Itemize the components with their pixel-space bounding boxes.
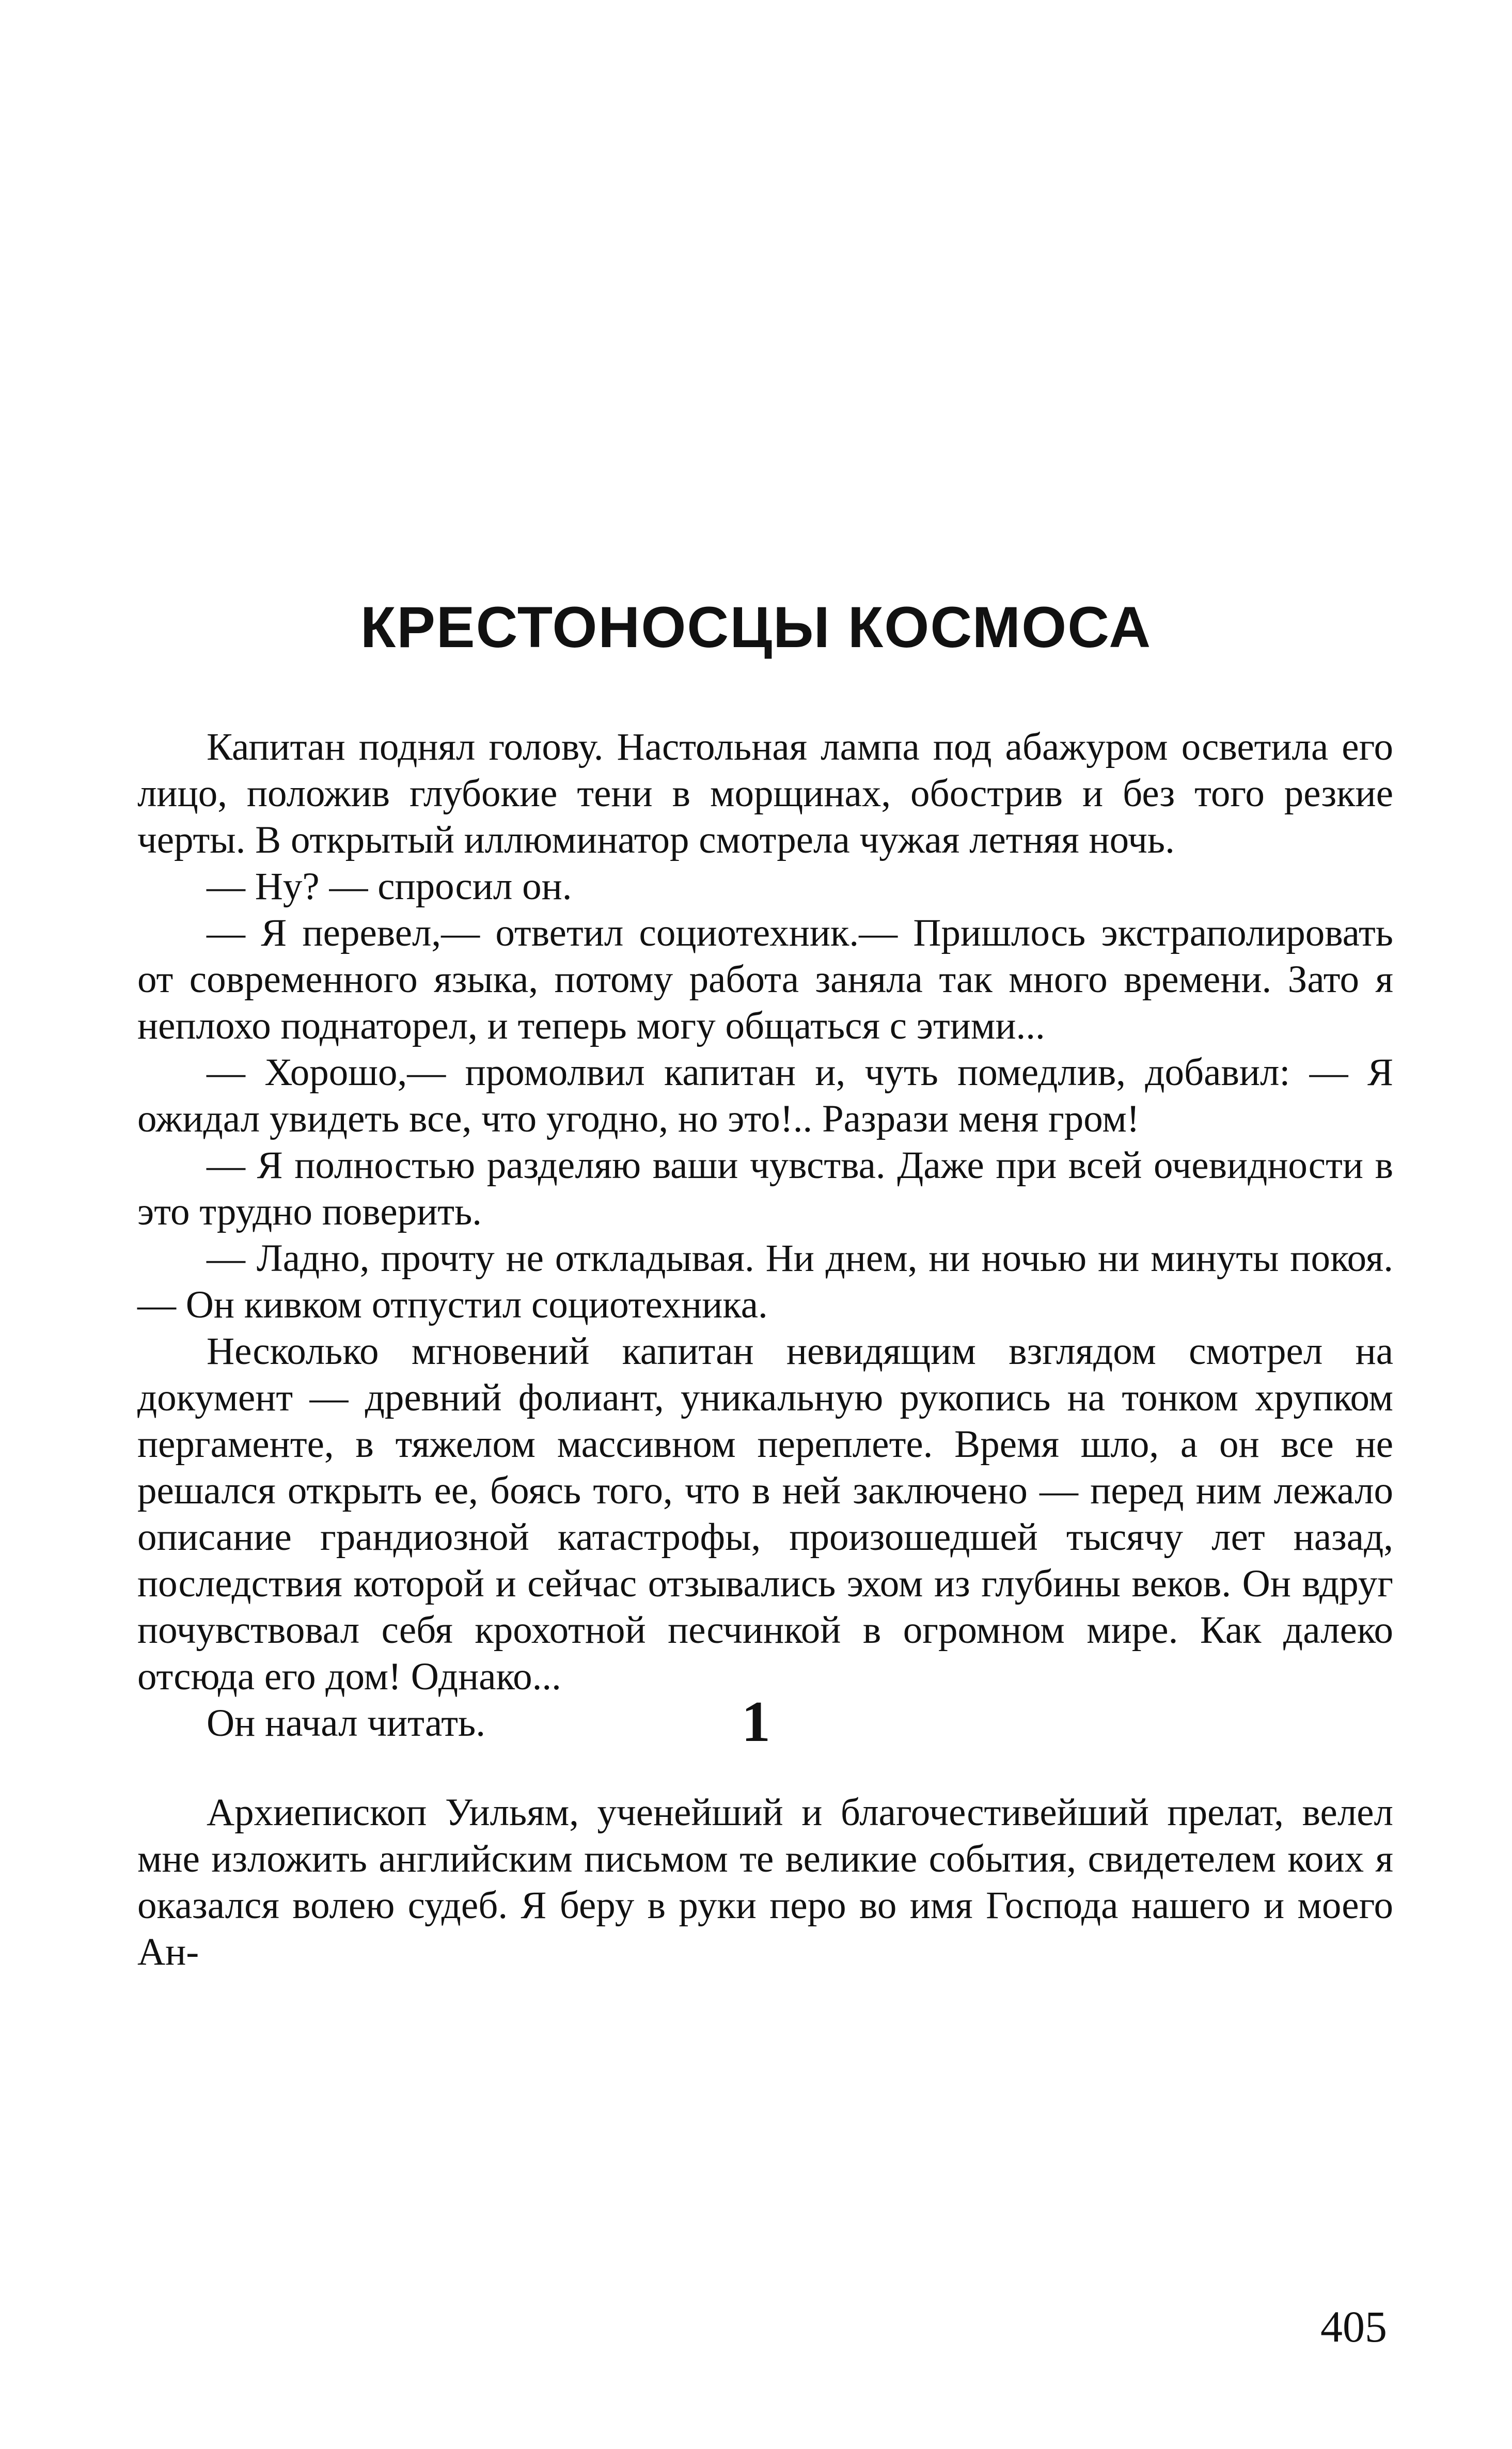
paragraph: — Ладно, прочту не откладывая. Ни днем, ни ночью ни минуты покоя.— Он кивком отпустил социотехника. [137,1237,1393,1326]
paragraph: — Я полностью разделяю ваши чувства. Даже при всей очевидности в это трудно поверить. [137,1144,1393,1233]
paragraph: Капитан поднял голову. Настольная лампа под абажуром осветила его лицо, положив глубокие тени в морщинах, обострив и без того резкие черты. В открытый иллюминатор смотрела чужая летняя ночь. [137,726,1393,861]
prologue-text [137,724,1393,1747]
section-text [137,1789,1393,1975]
paragraph: Несколько мгновений капитан невидящим взглядом смотрел на документ — древний фолиант, уникальную рукопись на тонком хрупком пергаменте, в тяжелом массивном переплете. Время шло, а он все не решался открыть ее, боясь того, что в ней заключено — перед ним лежало описание грандиозной катастрофы, произошедшей тысячу лет назад, последствия которой и сейчас отзывались эхом из глубины веков. Он вдруг почувствовал себя крохотной песчинкой в огромном мире. Как далеко отсюда его дом! Однако... [137,1330,1393,1698]
chapter-title: КРЕСТОНОСЦЫ КОСМОСА [360,595,1152,660]
paragraph: Архиепископ Уильям, ученейший и благочестивейший прелат, велел мне изложить английским письмом те великие события, свидетелем коих я оказался волею судеб. Я беру в руки перо во имя Господа нашего и моего Ан- [137,1791,1393,1973]
paragraph: — Я перевел,— ответил социотехник.— Пришлось экстраполировать от современного языка, потому работа заняла так много времени. Зато я неплохо поднаторел, и теперь могу общаться с этими... [137,912,1393,1047]
paragraph: — Ну? — спросил он. [207,865,572,908]
page-number: 405 [1320,2302,1387,2351]
paragraph: — Хорошо,— промолвил капитан и, чуть помедлив, добавил: — Я ожидал увидеть все, что угодно, но это!.. Разрази меня гром! [137,1051,1393,1140]
section-number: 1 [742,1690,770,1754]
paragraph: Он начал читать. [207,1702,485,1745]
